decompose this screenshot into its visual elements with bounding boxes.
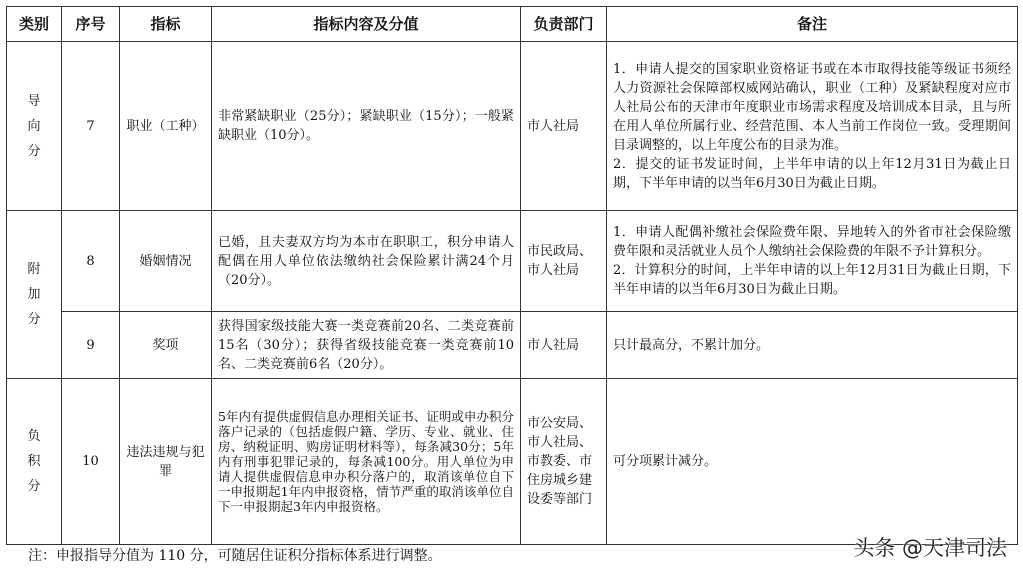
header-department: 负责部门 (521, 7, 607, 42)
indicator-cell: 职业（工种） (120, 42, 212, 211)
header-number: 序号 (62, 7, 120, 42)
content-cell: 已婚，且夫妻双方均为本市在职职工，积分申请人配偶在用人单位依法缴纳社会保险累计满24个月（20分）。 (212, 211, 521, 312)
remark-item: 2．提交的证书发证时间，上半年申请的以上年12月31日为截止日期，下半年申请的以当年6月30日为截止日期。 (613, 156, 1011, 191)
number-cell: 8 (62, 211, 120, 312)
table-row (7, 379, 1018, 545)
watermark: 头条 @天津司法 (853, 536, 1007, 560)
content-cell: 5年内有提供虚假信息办理相关证书、证明或申办积分落户记录的（包括虚假户籍、学历、专业、就业、住房、纳税证明、购房证明材料等），每条减30分；5年内有刑事犯罪记录的，每条减100分。用人单位为申请人提供虚假信息申办积分落户的，取消该单位自下一申报期起1年内申报资格，情节严重的取消该单位自下一申报期起3年内申报资格。 (212, 379, 521, 545)
category-label: 附加分 (27, 262, 41, 327)
category-label: 导向分 (27, 93, 41, 159)
number-cell: 10 (62, 379, 120, 545)
table-row (7, 312, 1018, 379)
content-cell: 非常紧缺职业（25分）；紧缺职业（15分）；一般紧缺职业（10分）。 (212, 42, 521, 211)
remarks-cell (607, 312, 1018, 379)
remark-item: 可分项累计减分。 (613, 454, 718, 469)
header-content: 指标内容及分值 (212, 7, 521, 42)
remark-item: 只计最高分，不累计加分。 (613, 337, 770, 353)
table-row (7, 42, 1018, 211)
remarks-cell (607, 211, 1018, 312)
department-cell: 市公安局、市人社局、市教委、市住房城乡建设委等部门 (521, 379, 607, 545)
category-cell (7, 42, 62, 211)
remark-item: 1．申请人提交的国家职业资格证书或在本市取得技能等级证书须经人力资源社会保障部权威网站确认，职业（工种）及紧缺程度对应市人社局公布的天津市年度职业市场需求程度及培训成本目录，且与所在用人单位所属行业、经营范围、本人当前工作岗位一致。受理期间目录调整的，以上年度公布的目录为准。 (613, 61, 1011, 153)
indicator-cell: 婚姻情况 (120, 211, 212, 312)
indicator-cell: 奖项 (120, 312, 212, 379)
department-cell: 市民政局、市人社局 (521, 211, 607, 312)
number-cell: 9 (62, 312, 120, 379)
department-cell: 市人社局 (521, 312, 607, 379)
category-cell (7, 211, 62, 379)
header-category: 类别 (7, 7, 62, 42)
category-label: 负积分 (27, 429, 41, 494)
header-indicator: 指标 (120, 7, 212, 42)
remark-item: 2．计算积分的时间，上半年申请的以上年12月31日为截止日期，下半年申请的以当年6月30日为截止日期。 (613, 263, 1011, 297)
indicator-cell: 违法违规与犯罪 (120, 379, 212, 545)
table-row (7, 211, 1018, 312)
points-indicator-table (6, 6, 1018, 545)
number-cell: 7 (62, 42, 120, 211)
category-cell (7, 379, 62, 545)
header-row (7, 7, 1018, 42)
remarks-cell (607, 379, 1018, 545)
content-cell: 获得国家级技能大赛一类竞赛前20名、二类竞赛前15名（30分）；获得省级技能竞赛一类竞赛前10名、二类竞赛前6名（20分）。 (212, 312, 521, 379)
header-remarks: 备注 (607, 7, 1018, 42)
remark-item: 1．申请人配偶补缴社会保险费年限、异地转入的外省市社会保险缴费年限和灵活就业人员个人缴纳社会保险费的年限不予计算积分。 (613, 225, 1011, 259)
department-cell: 市人社局 (521, 42, 607, 211)
remarks-cell (607, 42, 1018, 211)
footnote: 注：申报指导分值为 110 分，可随居住证积分指标体系进行调整。 (28, 548, 442, 564)
